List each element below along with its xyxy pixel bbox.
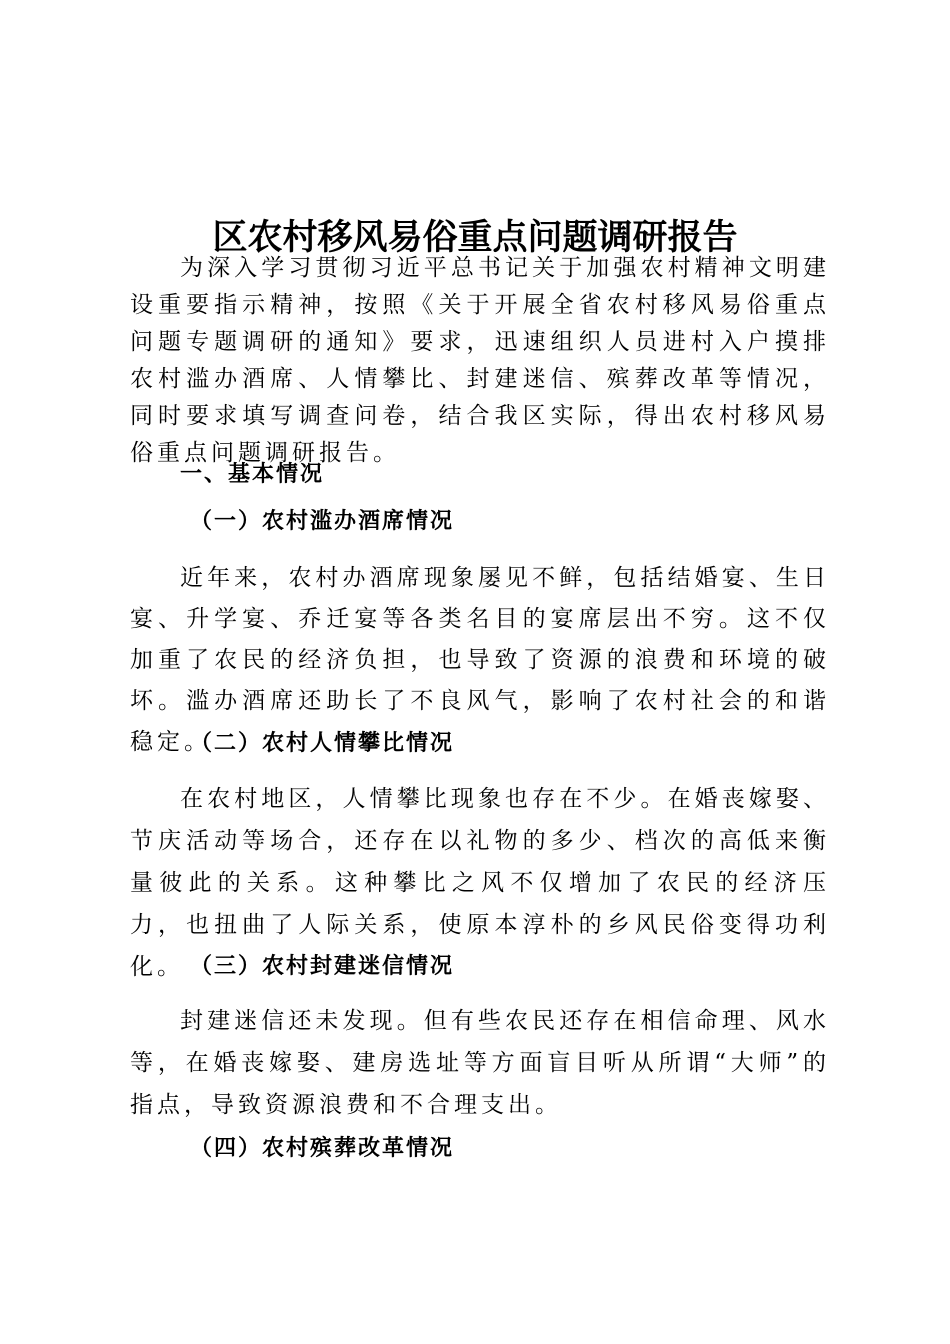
section-heading-basic-situation: 一、基本情况 [180, 462, 325, 487]
paragraph-superstition: 封建迷信还未发现。但有些农民还存在相信命理、风水等，在婚丧嫁娶、建房选址等方面盲目听从所谓“大师”的指点，导致资源浪费和不合理支出。 [130, 1008, 830, 1118]
paragraph-gift-comparison: 在农村地区，人情攀比现象也存在不少。在婚丧嫁娶、节庆活动等场合，还存在以礼物的多少、档次的高低来衡量彼此的关系。这种攀比之风不仅增加了农民的经济压力，也扭曲了人际关系，使原本淳朴的乡风民俗变得功利化。 [130, 786, 830, 980]
paragraph-banquets: 近年来，农村办酒席现象屡见不鲜，包括结婚宴、生日宴、升学宴、乔迁宴等各类名目的宴席层出不穷。这不仅加重了农民的经济负担，也导致了资源的浪费和环境的破坏。滥办酒席还助长了不良风气，影响了农村社会的和谐稳定。 [130, 565, 830, 755]
subheading-gift-comparison: （二）农村人情攀比情况 [190, 731, 455, 756]
subheading-superstition: （三）农村封建迷信情况 [190, 954, 455, 979]
intro-paragraph: 为深入学习贯彻习近平总书记关于加强农村精神文明建设重要指示精神，按照《关于开展全省农村移风易俗重点问题专题调研的通知》要求，迅速组织人员进村入户摸排农村滥办酒席、人情攀比、封建迷信、殡葬改革等情况，同时要求填写调查问卷，结合我区实际，得出农村移风易俗重点问题调研报告。 [130, 255, 830, 466]
subheading-banquets: （一）农村滥办酒席情况 [190, 509, 455, 534]
subheading-funeral-reform: （四）农村殡葬改革情况 [190, 1136, 455, 1161]
document-title: 区农村移风易俗重点问题调研报告 [212, 218, 738, 259]
